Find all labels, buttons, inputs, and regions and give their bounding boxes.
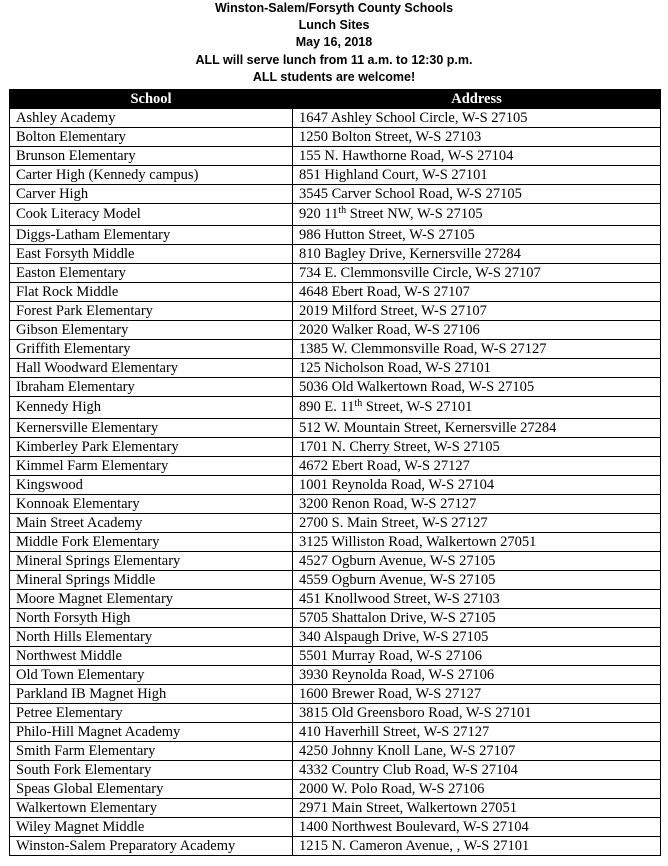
school-name-cell: Philo-Hill Magnet Academy xyxy=(10,723,293,742)
table-row xyxy=(10,495,661,514)
school-name-cell: Forest Park Elementary xyxy=(10,302,293,321)
school-name-cell: Kernersville Elementary xyxy=(10,419,293,438)
address-cell: 4332 Country Club Road, W-S 27104 xyxy=(293,761,661,780)
school-name-cell: Middle Fork Elementary xyxy=(10,533,293,552)
address-cell xyxy=(293,397,661,419)
address-cell: 986 Hutton Street, W-S 27105 xyxy=(293,226,661,245)
school-name-cell: East Forsyth Middle xyxy=(10,245,293,264)
address-cell: 4559 Ogburn Avenue, W-S 27105 xyxy=(293,571,661,590)
serving-hours-note: ALL will serve lunch from 11 a.m. to 12:30 p.m. xyxy=(195,52,473,67)
table-row xyxy=(10,590,661,609)
table-row xyxy=(10,109,661,128)
column-header-school: School xyxy=(10,90,293,109)
school-name-cell: Kennedy High xyxy=(10,397,293,419)
address-cell: 2700 S. Main Street, W-S 27127 xyxy=(293,514,661,533)
school-name-cell: Easton Elementary xyxy=(10,264,293,283)
table-row xyxy=(10,264,661,283)
address-cell: 5501 Murray Road, W-S 27106 xyxy=(293,647,661,666)
school-name-cell: Petree Elementary xyxy=(10,704,293,723)
school-name-cell: Winston-Salem Preparatory Academy xyxy=(10,837,293,856)
school-name-cell: Parkland IB Magnet High xyxy=(10,685,293,704)
school-name-cell: Wiley Magnet Middle xyxy=(10,818,293,837)
address-cell: 125 Nicholson Road, W-S 27101 xyxy=(293,359,661,378)
address-cell: 1600 Brewer Road, W-S 27127 xyxy=(293,685,661,704)
school-name-cell: Walkertown Elementary xyxy=(10,799,293,818)
table-row xyxy=(10,378,661,397)
table-row xyxy=(10,321,661,340)
address-text: 920 11 xyxy=(299,206,339,222)
address-cell: 4672 Ebert Road, W-S 27127 xyxy=(293,457,661,476)
address-cell: 2019 Milford Street, W-S 27107 xyxy=(293,302,661,321)
address-cell: 1001 Reynolda Road, W-S 27104 xyxy=(293,476,661,495)
school-name-cell: Mineral Springs Middle xyxy=(10,571,293,590)
address-cell: 1400 Northwest Boulevard, W-S 27104 xyxy=(293,818,661,837)
address-text: 890 E. 11 xyxy=(299,399,355,415)
address-cell: 4527 Ogburn Avenue, W-S 27105 xyxy=(293,552,661,571)
table-row xyxy=(10,185,661,204)
table-row xyxy=(10,552,661,571)
school-name-cell: Carter High (Kennedy campus) xyxy=(10,166,293,185)
school-name-cell: South Fork Elementary xyxy=(10,761,293,780)
school-name-cell: Old Town Elementary xyxy=(10,666,293,685)
address-cell: 4250 Johnny Knoll Lane, W-S 27107 xyxy=(293,742,661,761)
table-row xyxy=(10,704,661,723)
address-cell: 451 Knollwood Street, W-S 27103 xyxy=(293,590,661,609)
school-name-cell: Moore Magnet Elementary xyxy=(10,590,293,609)
school-name-cell: Hall Woodward Elementary xyxy=(10,359,293,378)
document-title: Lunch Sites xyxy=(298,18,370,33)
district-title: Winston-Salem/Forsyth County Schools xyxy=(214,1,454,15)
table-row xyxy=(10,666,661,685)
table-row xyxy=(10,302,661,321)
address-cell: 3200 Renon Road, W-S 27127 xyxy=(293,495,661,514)
school-name-cell: Kingswood xyxy=(10,476,293,495)
ordinal-suffix: th xyxy=(354,398,363,409)
address-cell: 734 E. Clemmonsville Circle, W-S 27107 xyxy=(293,264,661,283)
address-cell: 851 Highland Court, W-S 27101 xyxy=(293,166,661,185)
school-name-cell: Kimmel Farm Elementary xyxy=(10,457,293,476)
school-name-cell: Mineral Springs Elementary xyxy=(10,552,293,571)
school-name-cell: Bolton Elementary xyxy=(10,128,293,147)
table-header-row xyxy=(10,90,661,109)
table-row xyxy=(10,340,661,359)
school-name-cell: Konnoak Elementary xyxy=(10,495,293,514)
table-row xyxy=(10,283,661,302)
address-cell: 512 W. Mountain Street, Kernersville 27284 xyxy=(293,419,661,438)
ordinal-suffix: th xyxy=(338,205,347,216)
address-text: Street NW, W-S 27105 xyxy=(346,206,483,222)
address-cell: 2000 W. Polo Road, W-S 27106 xyxy=(293,780,661,799)
school-name-cell: Northwest Middle xyxy=(10,647,293,666)
school-name-cell: Griffith Elementary xyxy=(10,340,293,359)
school-name-cell: Carver High xyxy=(10,185,293,204)
school-name-cell: Main Street Academy xyxy=(10,514,293,533)
address-cell: 155 N. Hawthorne Road, W-S 27104 xyxy=(293,147,661,166)
address-cell: 3815 Old Greensboro Road, W-S 27101 xyxy=(293,704,661,723)
table-row xyxy=(10,799,661,818)
school-name-cell: Kimberley Park Elementary xyxy=(10,438,293,457)
school-name-cell: Brunson Elementary xyxy=(10,147,293,166)
school-name-cell: North Hills Elementary xyxy=(10,628,293,647)
table-row xyxy=(10,476,661,495)
address-cell: 1250 Bolton Street, W-S 27103 xyxy=(293,128,661,147)
table-row xyxy=(10,609,661,628)
lunch-sites-table xyxy=(9,89,661,856)
table-row xyxy=(10,647,661,666)
table-row xyxy=(10,397,661,419)
table-row xyxy=(10,628,661,647)
address-cell: 5705 Shattalon Drive, W-S 27105 xyxy=(293,609,661,628)
table-row xyxy=(10,245,661,264)
table-row xyxy=(10,514,661,533)
table-row xyxy=(10,166,661,185)
address-cell: 5036 Old Walkertown Road, W-S 27105 xyxy=(293,378,661,397)
table-row xyxy=(10,457,661,476)
address-cell: 3125 Williston Road, Walkertown 27051 xyxy=(293,533,661,552)
table-row xyxy=(10,359,661,378)
address-cell: 410 Haverhill Street, W-S 27127 xyxy=(293,723,661,742)
table-row xyxy=(10,533,661,552)
address-cell: 2971 Main Street, Walkertown 27051 xyxy=(293,799,661,818)
address-cell: 3545 Carver School Road, W-S 27105 xyxy=(293,185,661,204)
table-row xyxy=(10,438,661,457)
school-name-cell: Ibraham Elementary xyxy=(10,378,293,397)
address-cell: 2020 Walker Road, W-S 27106 xyxy=(293,321,661,340)
table-row xyxy=(10,742,661,761)
table-row xyxy=(10,723,661,742)
school-name-cell: Gibson Elementary xyxy=(10,321,293,340)
document-date: May 16, 2018 xyxy=(295,35,373,50)
school-name-cell: North Forsyth High xyxy=(10,609,293,628)
table-row xyxy=(10,818,661,837)
address-cell: 4648 Ebert Road, W-S 27107 xyxy=(293,283,661,302)
table-row xyxy=(10,685,661,704)
school-name-cell: Diggs-Latham Elementary xyxy=(10,226,293,245)
address-cell: 1701 N. Cherry Street, W-S 27105 xyxy=(293,438,661,457)
table-row xyxy=(10,147,661,166)
school-name-cell: Ashley Academy xyxy=(10,109,293,128)
table-body xyxy=(10,109,661,856)
address-cell xyxy=(293,204,661,226)
school-name-cell: Speas Global Elementary xyxy=(10,780,293,799)
school-name-cell: Smith Farm Elementary xyxy=(10,742,293,761)
address-cell: 810 Bagley Drive, Kernersville 27284 xyxy=(293,245,661,264)
address-cell: 1647 Ashley School Circle, W-S 27105 xyxy=(293,109,661,128)
address-cell: 3930 Reynolda Road, W-S 27106 xyxy=(293,666,661,685)
column-header-address: Address xyxy=(293,90,661,109)
table-row xyxy=(10,226,661,245)
address-cell: 1215 N. Cameron Avenue, , W-S 27101 xyxy=(293,837,661,856)
table-row xyxy=(10,571,661,590)
document-header xyxy=(0,0,668,86)
table-row xyxy=(10,837,661,856)
table-row xyxy=(10,761,661,780)
table-row xyxy=(10,419,661,438)
table-row xyxy=(10,780,661,799)
table-row xyxy=(10,128,661,147)
address-text: Street, W-S 27101 xyxy=(362,399,473,415)
school-name-cell: Flat Rock Middle xyxy=(10,283,293,302)
address-cell: 340 Alspaugh Drive, W-S 27105 xyxy=(293,628,661,647)
table-row xyxy=(10,204,661,226)
school-name-cell: Cook Literacy Model xyxy=(10,204,293,226)
welcome-note: ALL students are welcome! xyxy=(252,69,416,84)
address-cell: 1385 W. Clemmonsville Road, W-S 27127 xyxy=(293,340,661,359)
